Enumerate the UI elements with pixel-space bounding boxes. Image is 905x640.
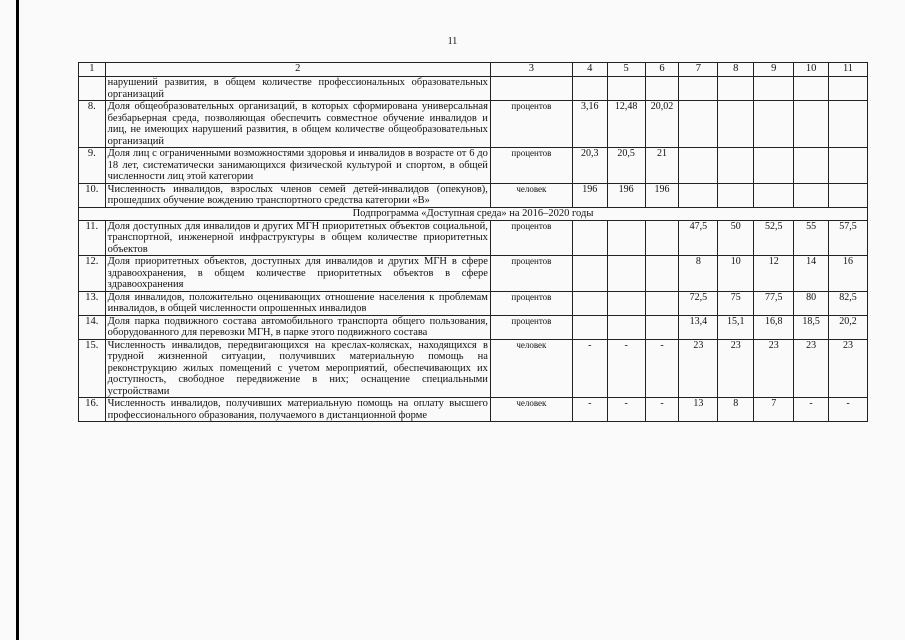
value-cell: 82,5 [829,291,868,315]
value-cell [607,256,645,292]
unit-cell: человек [490,339,572,398]
value-cell: 20,3 [572,148,607,184]
value-cell [645,77,679,101]
value-cell: 3,16 [572,101,607,148]
value-cell [794,183,829,207]
table-row [79,183,868,207]
value-cell [754,77,794,101]
value-cell: - [794,398,829,422]
value-cell [607,220,645,256]
unit-cell: процентов [490,220,572,256]
value-cell: 8 [679,256,718,292]
value-cell: 23 [679,339,718,398]
value-cell: 8 [718,398,754,422]
value-cell: 23 [829,339,868,398]
column-header: 1 [79,63,106,77]
value-cell: 80 [794,291,829,315]
value-cell [829,77,868,101]
unit-cell [490,77,572,101]
indicator-name: Доля приоритетных объектов, доступных для инвалидов и других МГН в сфере здравоохранения, в общем количестве приоритетных объектов в сфере здравоохранения [105,256,490,292]
row-number: 15. [79,339,106,398]
column-header: 7 [679,63,718,77]
value-cell: 16 [829,256,868,292]
value-cell: 47,5 [679,220,718,256]
row-number [79,77,106,101]
value-cell [794,77,829,101]
value-cell [572,291,607,315]
value-cell [607,291,645,315]
value-cell [718,183,754,207]
value-cell: 20,5 [607,148,645,184]
value-cell: 77,5 [754,291,794,315]
indicator-name: Доля парка подвижного состава автомобильного транспорта общего пользования, оборудованного для перевозки МГН, в парке этого подвижного состава [105,315,490,339]
indicator-name: Доля общеобразовательных организаций, в которых сформирована универсальная безбарьерная среда, позволяющая обеспечить совместное обучение инвалидов и лиц, не имеющих нарушений развития, в общем количестве общеобразовательных организаций [105,101,490,148]
value-cell: - [572,339,607,398]
row-number: 8. [79,101,106,148]
value-cell: 12,48 [607,101,645,148]
value-cell: 72,5 [679,291,718,315]
value-cell: 55 [794,220,829,256]
indicator-name: нарушений развития, в общем количестве профессиональных образовательных организаций [105,77,490,101]
row-number: 14. [79,315,106,339]
value-cell [645,315,679,339]
indicators-table [78,62,868,422]
value-cell: 12 [754,256,794,292]
value-cell [829,101,868,148]
table-row [79,398,868,422]
value-cell: 7 [754,398,794,422]
indicator-name: Доля доступных для инвалидов и других МГН приоритетных объектов социальной, транспортной, инженерной инфраструктуры в общем количестве приоритетных объектов [105,220,490,256]
table-body [79,77,868,422]
unit-cell: процентов [490,291,572,315]
value-cell: 21 [645,148,679,184]
column-header: 5 [607,63,645,77]
value-cell [572,220,607,256]
value-cell [754,101,794,148]
value-cell: - [572,398,607,422]
value-cell [679,77,718,101]
value-cell: 50 [718,220,754,256]
value-cell: - [645,339,679,398]
value-cell: 16,8 [754,315,794,339]
value-cell [718,101,754,148]
table-row [79,339,868,398]
column-header: 4 [572,63,607,77]
page-number: 11 [447,36,458,47]
value-cell: 75 [718,291,754,315]
value-cell: 10 [718,256,754,292]
unit-cell: человек [490,183,572,207]
row-number: 10. [79,183,106,207]
value-cell [607,315,645,339]
value-cell: - [829,398,868,422]
value-cell: - [607,398,645,422]
table-row [79,220,868,256]
table-row [79,101,868,148]
value-cell [829,148,868,184]
row-number: 9. [79,148,106,184]
value-cell: 20,02 [645,101,679,148]
unit-cell: процентов [490,148,572,184]
subprogram-title: Подпрограмма «Доступная среда» на 2016–2020 годы [79,207,868,220]
indicator-name: Доля лиц с ограниченными возможностями здоровья и инвалидов в возрасте от 6 до 18 лет, систематически занимающихся физической культурой и спортом, в общей численности лиц этой категории [105,148,490,184]
indicator-name: Доля инвалидов, положительно оценивающих отношение населения к проблемам инвалидов, в общей численности опрошенных инвалидов [105,291,490,315]
table-row [79,291,868,315]
value-cell [645,220,679,256]
value-cell [645,256,679,292]
value-cell [754,183,794,207]
table-row [79,315,868,339]
value-cell [572,315,607,339]
column-header: 8 [718,63,754,77]
value-cell: - [645,398,679,422]
value-cell [679,148,718,184]
value-cell [679,101,718,148]
table-header-row [79,63,868,77]
value-cell [829,183,868,207]
value-cell: 13 [679,398,718,422]
subprogram-header-row [79,207,868,220]
value-cell: 57,5 [829,220,868,256]
column-header: 10 [794,63,829,77]
value-cell [572,77,607,101]
value-cell: 15,1 [718,315,754,339]
value-cell [572,256,607,292]
value-cell: 196 [572,183,607,207]
value-cell: 52,5 [754,220,794,256]
value-cell: 23 [754,339,794,398]
indicator-name: Численность инвалидов, взрослых членов семей детей-инвалидов (опекунов), прошедших обучение вождению транспортного средства категории «В» [105,183,490,207]
column-header: 3 [490,63,572,77]
value-cell: 18,5 [794,315,829,339]
value-cell [718,77,754,101]
table-row [79,256,868,292]
value-cell [645,291,679,315]
row-number: 11. [79,220,106,256]
value-cell: 13,4 [679,315,718,339]
column-header: 11 [829,63,868,77]
unit-cell: процентов [490,315,572,339]
indicator-name: Численность инвалидов, передвигающихся на креслах-колясках, находящихся в трудной жизненной ситуации, получивших материальную помощь на реконструкцию жилых помещений с учетом мероприятий, обеспечивающих их доступность, свободное передвижение в них; оснащение специальными устройствами [105,339,490,398]
left-margin-rule [16,0,19,640]
value-cell: 196 [607,183,645,207]
unit-cell: процентов [490,101,572,148]
value-cell [794,148,829,184]
value-cell [794,101,829,148]
row-number: 13. [79,291,106,315]
column-header: 6 [645,63,679,77]
unit-cell: человек [490,398,572,422]
value-cell: 23 [718,339,754,398]
column-header: 2 [105,63,490,77]
row-number: 16. [79,398,106,422]
row-number: 12. [79,256,106,292]
value-cell [718,148,754,184]
value-cell: - [607,339,645,398]
unit-cell: процентов [490,256,572,292]
table-row [79,148,868,184]
value-cell [679,183,718,207]
value-cell [607,77,645,101]
table-row [79,77,868,101]
indicator-name: Численность инвалидов, получивших материальную помощь на оплату высшего профессионального образования, получаемого в дистанционной форме [105,398,490,422]
value-cell: 20,2 [829,315,868,339]
value-cell: 23 [794,339,829,398]
value-cell: 196 [645,183,679,207]
column-header: 9 [754,63,794,77]
value-cell [754,148,794,184]
value-cell: 14 [794,256,829,292]
